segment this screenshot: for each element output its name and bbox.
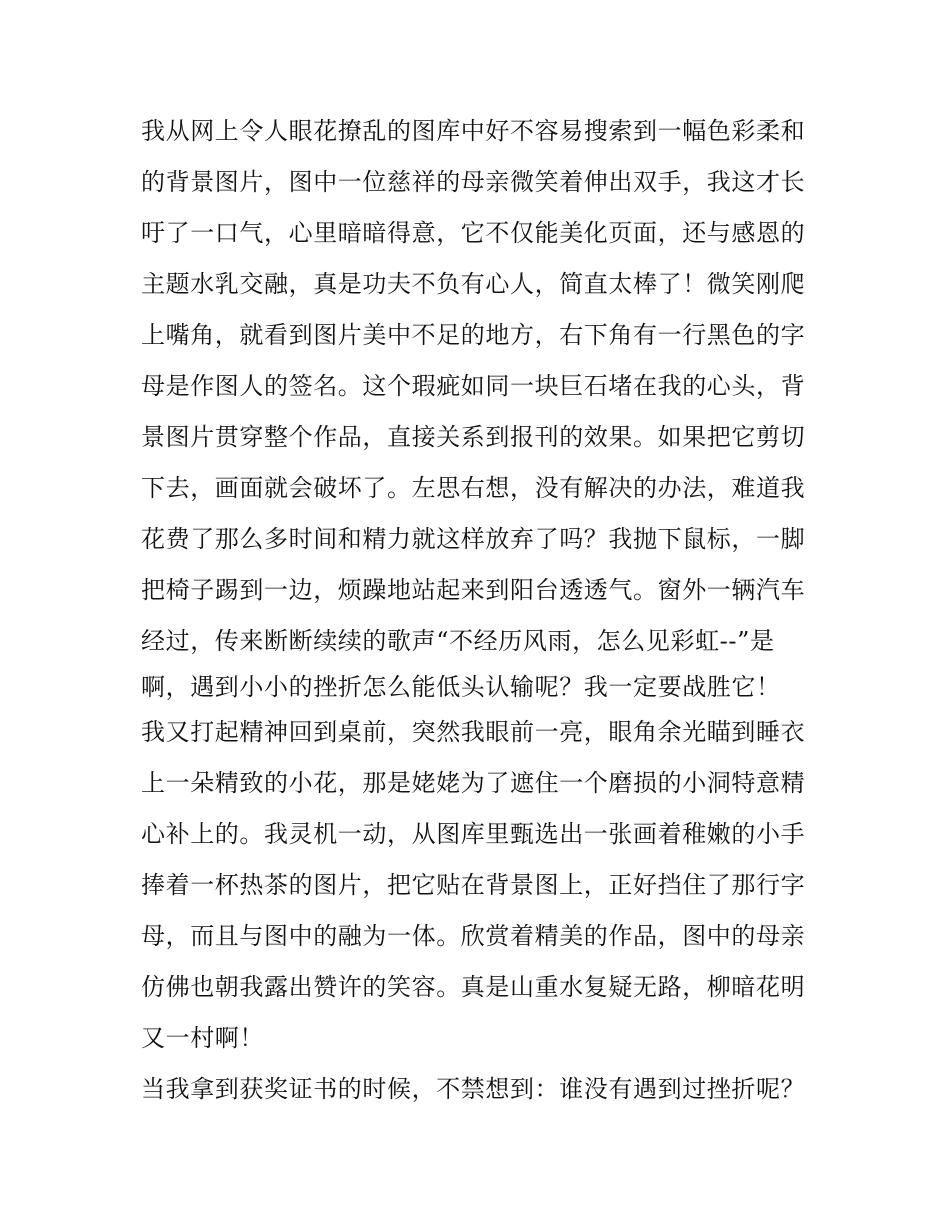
text-line: 主题水乳交融，真是功夫不负有心人，简直太棒了！微笑刚爬 bbox=[141, 270, 806, 298]
text-line: 我从网上令人眼花撩乱的图库中好不容易搜索到一幅色彩柔和 bbox=[141, 117, 806, 145]
text-line: 当我拿到获奖证书的时候，不禁想到：谁没有遇到过挫折呢？ bbox=[141, 1075, 806, 1103]
text-line: 景图片贯穿整个作品，直接关系到报刊的效果。如果把它剪切 bbox=[141, 423, 806, 451]
text-line: 啊，遇到小小的挫折怎么能低头认输呢？我一定要战胜它！ bbox=[141, 673, 781, 701]
text-line: 把椅子踢到一边，烦躁地站起来到阳台透透气。窗外一辆汽车 bbox=[141, 576, 806, 604]
text-line: 母，而且与图中的融为一体。欣赏着精美的作品，图中的母亲 bbox=[141, 922, 806, 950]
text-line: 仿佛也朝我露出赞许的笑容。真是山重水复疑无路，柳暗花明 bbox=[141, 973, 806, 1001]
text-line: 花费了那么多时间和精力就这样放弃了吗？我抛下鼠标，一脚 bbox=[141, 525, 806, 553]
text-line: 母是作图人的签名。这个瑕疵如同一块巨石堵在我的心头，背 bbox=[141, 372, 806, 400]
text-line: 捧着一杯热茶的图片，把它贴在背景图上，正好挡住了那行字 bbox=[141, 871, 806, 899]
text-line: 经过，传来断断续续的歌声“不经历风雨，怎么见彩虹--”是 bbox=[141, 627, 775, 655]
text-line: 下去，画面就会破坏了。左思右想，没有解决的办法，难道我 bbox=[141, 474, 806, 502]
text-line: 吁了一口气，心里暗暗得意，它不仅能美化页面，还与感恩的 bbox=[141, 219, 806, 247]
text-line: 的背景图片，图中一位慈祥的母亲微笑着伸出双手，我这才长 bbox=[141, 168, 806, 196]
text-line: 上嘴角，就看到图片美中不足的地方，右下角有一行黑色的字 bbox=[141, 321, 806, 349]
text-line: 心补上的。我灵机一动，从图库里甄选出一张画着稚嫩的小手 bbox=[141, 820, 806, 848]
document-body bbox=[141, 106, 821, 1115]
text-line: 我又打起精神回到桌前，突然我眼前一亮，眼角余光瞄到睡衣 bbox=[141, 718, 806, 746]
text-line: 上一朵精致的小花，那是姥姥为了遮住一个磨损的小洞特意精 bbox=[141, 769, 806, 797]
text-line: 又一村啊！ bbox=[141, 1024, 264, 1052]
